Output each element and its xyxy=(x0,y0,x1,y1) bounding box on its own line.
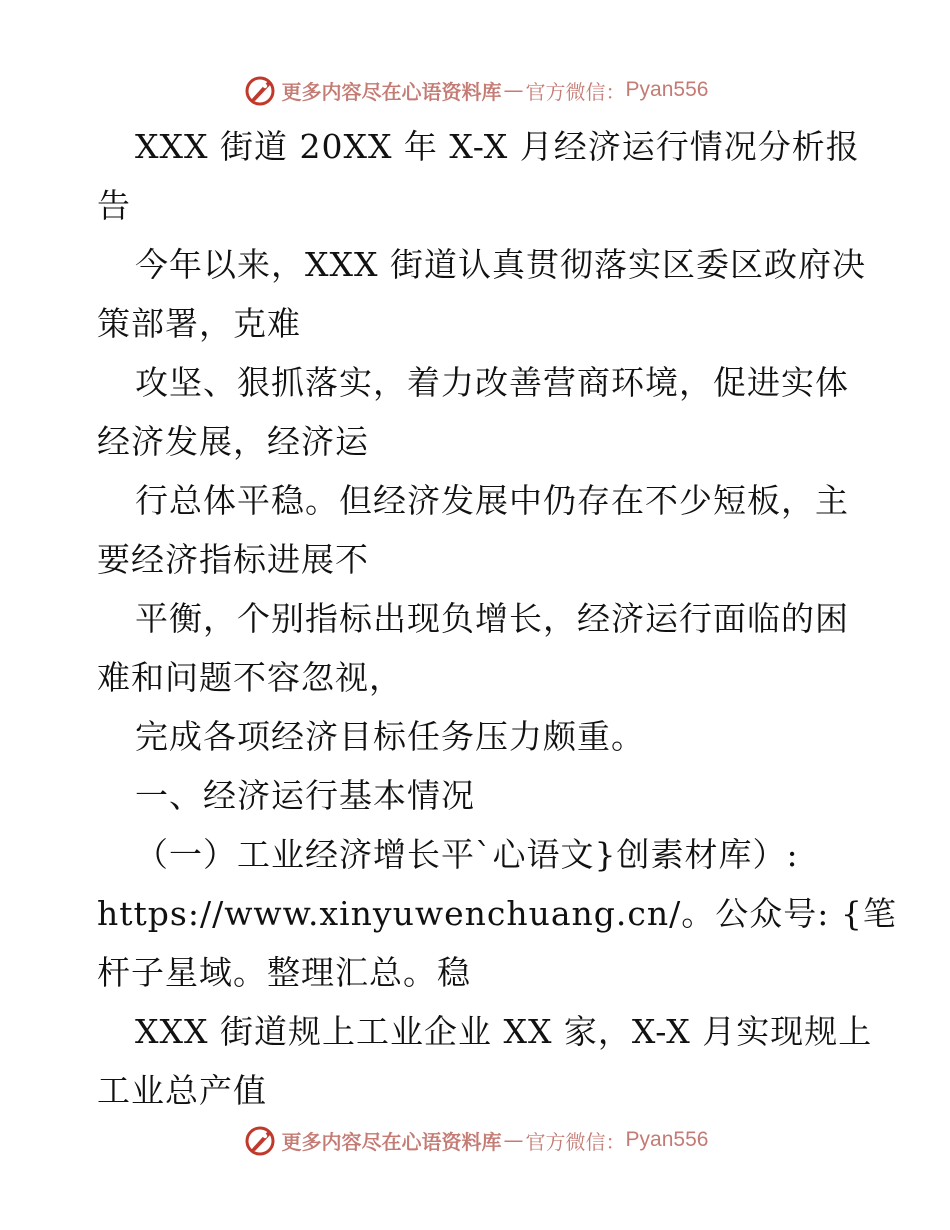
text-line: 工业总产值 xyxy=(97,1071,267,1110)
text-line: 要经济指标进展不 xyxy=(97,540,369,579)
text-line: 策部署，克难 xyxy=(97,304,301,343)
text-line: XXX 街道 20XX 年 X-X 月经济运行情况分析报 xyxy=(135,127,860,166)
banner-separator: — xyxy=(503,78,524,102)
quill-logo-icon xyxy=(242,1122,278,1158)
banner-wechat-label: 官方微信： xyxy=(525,79,626,104)
text-line: 攻坚、狠抓落实，着力改善营商环境，促进实体 xyxy=(135,363,849,402)
text-line: XXX 街道规上工业企业 XX 家，X-X 月实现规上 xyxy=(135,1012,873,1051)
banner-wechat-label: 官方微信： xyxy=(525,1129,626,1154)
banner-brand: 更多内容尽在心语资料库 xyxy=(281,79,502,104)
text-line: 平衡，个别指标出现负增长，经济运行面临的困 xyxy=(135,599,849,638)
text-line: 行总体平稳。但经济发展中仍存在不少短板，主 xyxy=(135,481,849,520)
document-body xyxy=(97,117,897,1120)
text-line: https://www.xinyuwenchuang.cn/。公众号: {笔 xyxy=(97,894,897,933)
text-line: 杆子星域。整理汇总。稳 xyxy=(97,953,471,992)
quill-logo-icon xyxy=(242,72,278,108)
text-line: 告 xyxy=(97,186,131,225)
text-line: 完成各项经济目标任务压力颇重。 xyxy=(135,717,645,756)
text-line: 难和问题不容忽视， xyxy=(97,658,403,697)
banner-separator: — xyxy=(503,1128,524,1152)
footer-banner xyxy=(0,1120,950,1160)
subsection-heading: （一）工业经济增长平`心语文}创素材库）: xyxy=(135,835,799,874)
text-line: 经济发展，经济运 xyxy=(97,422,369,461)
banner-wechat-id: Pyan556 xyxy=(625,1128,709,1151)
header-banner xyxy=(0,70,950,110)
text-line: 今年以来，XXX 街道认真贯彻落实区委区政府决 xyxy=(135,245,866,284)
banner-brand: 更多内容尽在心语资料库 xyxy=(281,1129,502,1154)
banner-wechat-id: Pyan556 xyxy=(625,78,709,101)
section-heading: 一、经济运行基本情况 xyxy=(135,776,475,815)
